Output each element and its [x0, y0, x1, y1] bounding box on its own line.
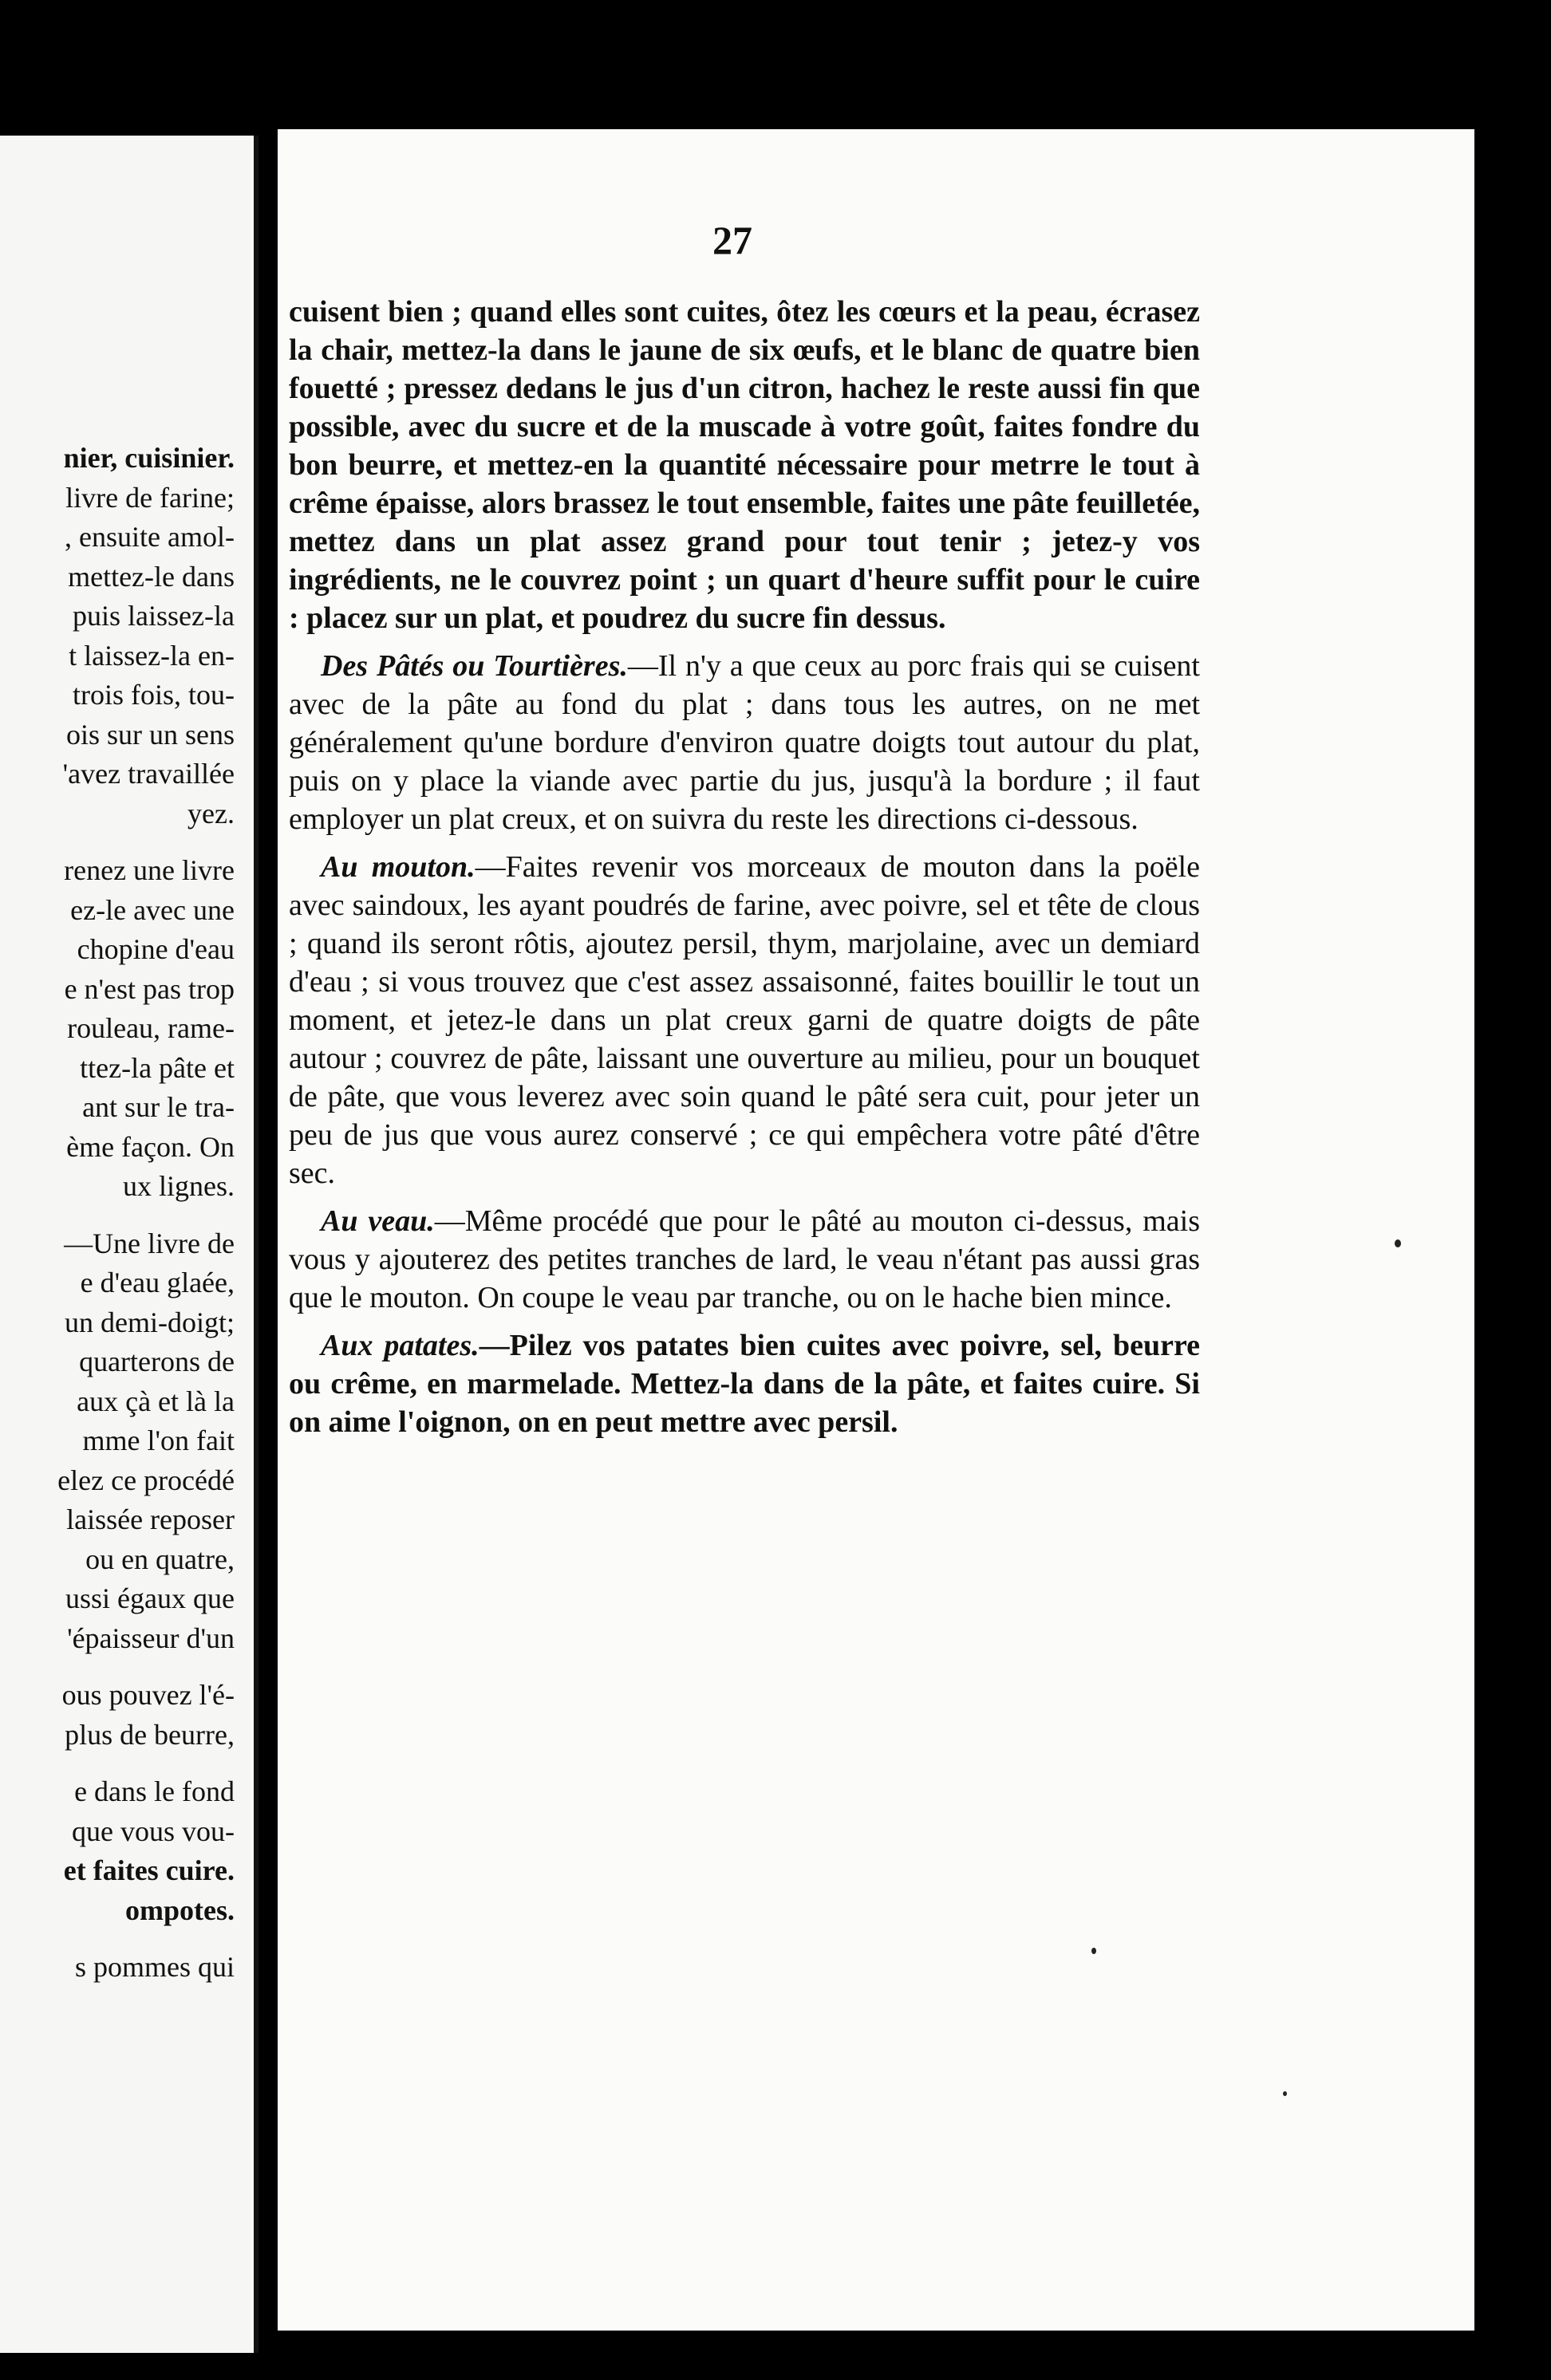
- left-line: ois sur un sens: [65, 718, 235, 751]
- ink-speck: [1283, 2091, 1287, 2096]
- left-line: ompotes.: [125, 1893, 235, 1926]
- left-line: mme l'on fait: [82, 1424, 235, 1456]
- left-line: s pommes qui: [74, 1951, 235, 1983]
- left-line: e n'est pas trop: [64, 972, 235, 1005]
- left-line: livre de farine;: [65, 481, 235, 514]
- left-line: ux lignes.: [123, 1170, 235, 1202]
- left-line: et faites cuire.: [63, 1854, 235, 1886]
- left-line: ou en quatre,: [85, 1543, 235, 1575]
- left-line: , ensuite amol-: [65, 521, 235, 553]
- paragraph-text: —Faites revenir vos morceaux de mouton dans la poële avec saindoux, les ayant poudrés de farine, avec poivre, sel et tête de clous ; quand ils seront rôtis, ajoutez persil, thym, marjolaine, avec un demiard d'eau ; si vous trouvez que c'est assez assaisonné, faites bouillir le tout un moment, et jetez-le dans un plat creux garni de quatre doigts de pâte autour ; couvrez de pâte, laissant une ouverture au milieu, pour un bouquet de pâte, que vous leverez avec soin quand le pâté sera cuit, pour jeter un peu de jus que vous aurez conservé ; ce qui empêchera votre pâté d'être sec.: [289, 850, 1200, 1190]
- paragraph-patates: [289, 1326, 1200, 1441]
- section-heading: Au mouton.: [321, 850, 476, 884]
- ink-speck: [1091, 1948, 1096, 1954]
- left-line: yez.: [187, 797, 235, 829]
- left-line: ant sur le tra-: [82, 1091, 235, 1123]
- left-line: chopine d'eau: [77, 933, 235, 965]
- paragraph-veau: [289, 1202, 1200, 1317]
- paragraph-pates: [289, 647, 1200, 838]
- section-heading: Au veau.: [321, 1204, 435, 1238]
- left-line: ez-le avec une: [70, 893, 235, 926]
- paragraph-text: cuisent bien ; quand elles sont cuites, ôtez les cœurs et la peau, écrasez la chair, mettez-la dans le jaune de six œufs, et le blanc de quatre bien fouetté ; pressez dedans le jus d'un citron, hachez le reste aussi fin que possible, avec du sucre et de la muscade à votre goût, faites fondre du bon beurre, et mettez-en la quantité nécessaire pour metrre le tout à crême épaisse, alors brassez le tout ensemble, faites une pâte feuilletée, mettez dans un plat assez grand pour tout tenir ; jetez-y vos ingrédients, ne le couvrez point ; un quart d'heure suffit pour le cuire : placez sur un plat, et poudrez du sucre fin dessus.: [289, 295, 1200, 635]
- left-page-fragment: [0, 136, 258, 2353]
- page-number: 27: [712, 218, 752, 262]
- left-line: trois fois, tou-: [73, 679, 235, 711]
- left-line: quarterons de: [79, 1346, 235, 1377]
- left-line: puis laissez-la: [73, 600, 235, 632]
- right-page: [278, 129, 1474, 2331]
- left-line: aux çà et là la: [77, 1385, 235, 1417]
- section-heading: Des Pâtés ou Tourtières.: [321, 649, 628, 683]
- left-line: t laissez-la en-: [69, 639, 235, 672]
- left-line: 'avez travaillée: [62, 758, 235, 790]
- left-line: —Une livre de: [64, 1227, 235, 1259]
- paragraph-mouton: [289, 848, 1200, 1192]
- left-line: e d'eau glaée,: [80, 1267, 235, 1298]
- left-line: plus de beurre,: [65, 1718, 235, 1751]
- left-line: ème façon. On: [66, 1130, 235, 1163]
- left-line: nier, cuisinier.: [63, 442, 235, 474]
- section-heading: Aux patates.: [321, 1329, 480, 1362]
- left-line: 'épaisseur d'un: [67, 1621, 235, 1654]
- left-line: elez ce procédé: [57, 1464, 235, 1496]
- left-line: laissée reposer: [66, 1503, 235, 1535]
- left-line: renez une livre: [64, 854, 235, 886]
- paragraph-text: —Pilez vos patates bien cuites avec poivre, sel, beurre ou crême, en marmelade. Mettez-la dans de la pâte, et faites cuire. Si on aime l'oignon, on en peut mettre avec persil.: [289, 1329, 1200, 1439]
- page-body: [289, 293, 1200, 1441]
- left-page-text: [57, 439, 235, 1988]
- left-line: mettez-le dans: [68, 560, 235, 593]
- left-line: un demi-doigt;: [65, 1306, 235, 1338]
- left-line: rouleau, rame-: [67, 1012, 235, 1044]
- left-line: ous pouvez l'é-: [61, 1679, 235, 1711]
- paragraph-intro: [289, 293, 1200, 637]
- left-line: ussi égaux que: [65, 1582, 235, 1614]
- ink-speck: [1395, 1239, 1401, 1247]
- paragraph-text: —Même procédé que pour le pâté au mouton ci-dessus, mais vous y ajouterez des petites tranches de lard, le veau n'étant pas aussi gras que le mouton. On coupe le veau par tranche, ou on le hache bien mince.: [289, 1204, 1200, 1314]
- left-line: e dans le fond: [74, 1775, 235, 1807]
- left-line: ttez-la pâte et: [80, 1051, 235, 1084]
- left-line: que vous vou-: [72, 1815, 235, 1847]
- paragraph-text: —Il n'y a que ceux au porc frais qui se cuisent avec de la pâte au fond du plat ; dans tous les autres, on ne met généralement qu'une bordure d'environ quatre doigts tout autour du plat, puis on y place la viande avec partie du jus, jusqu'à la bordure ; il faut employer un plat creux, et on suivra du reste les directions ci-dessous.: [289, 649, 1200, 836]
